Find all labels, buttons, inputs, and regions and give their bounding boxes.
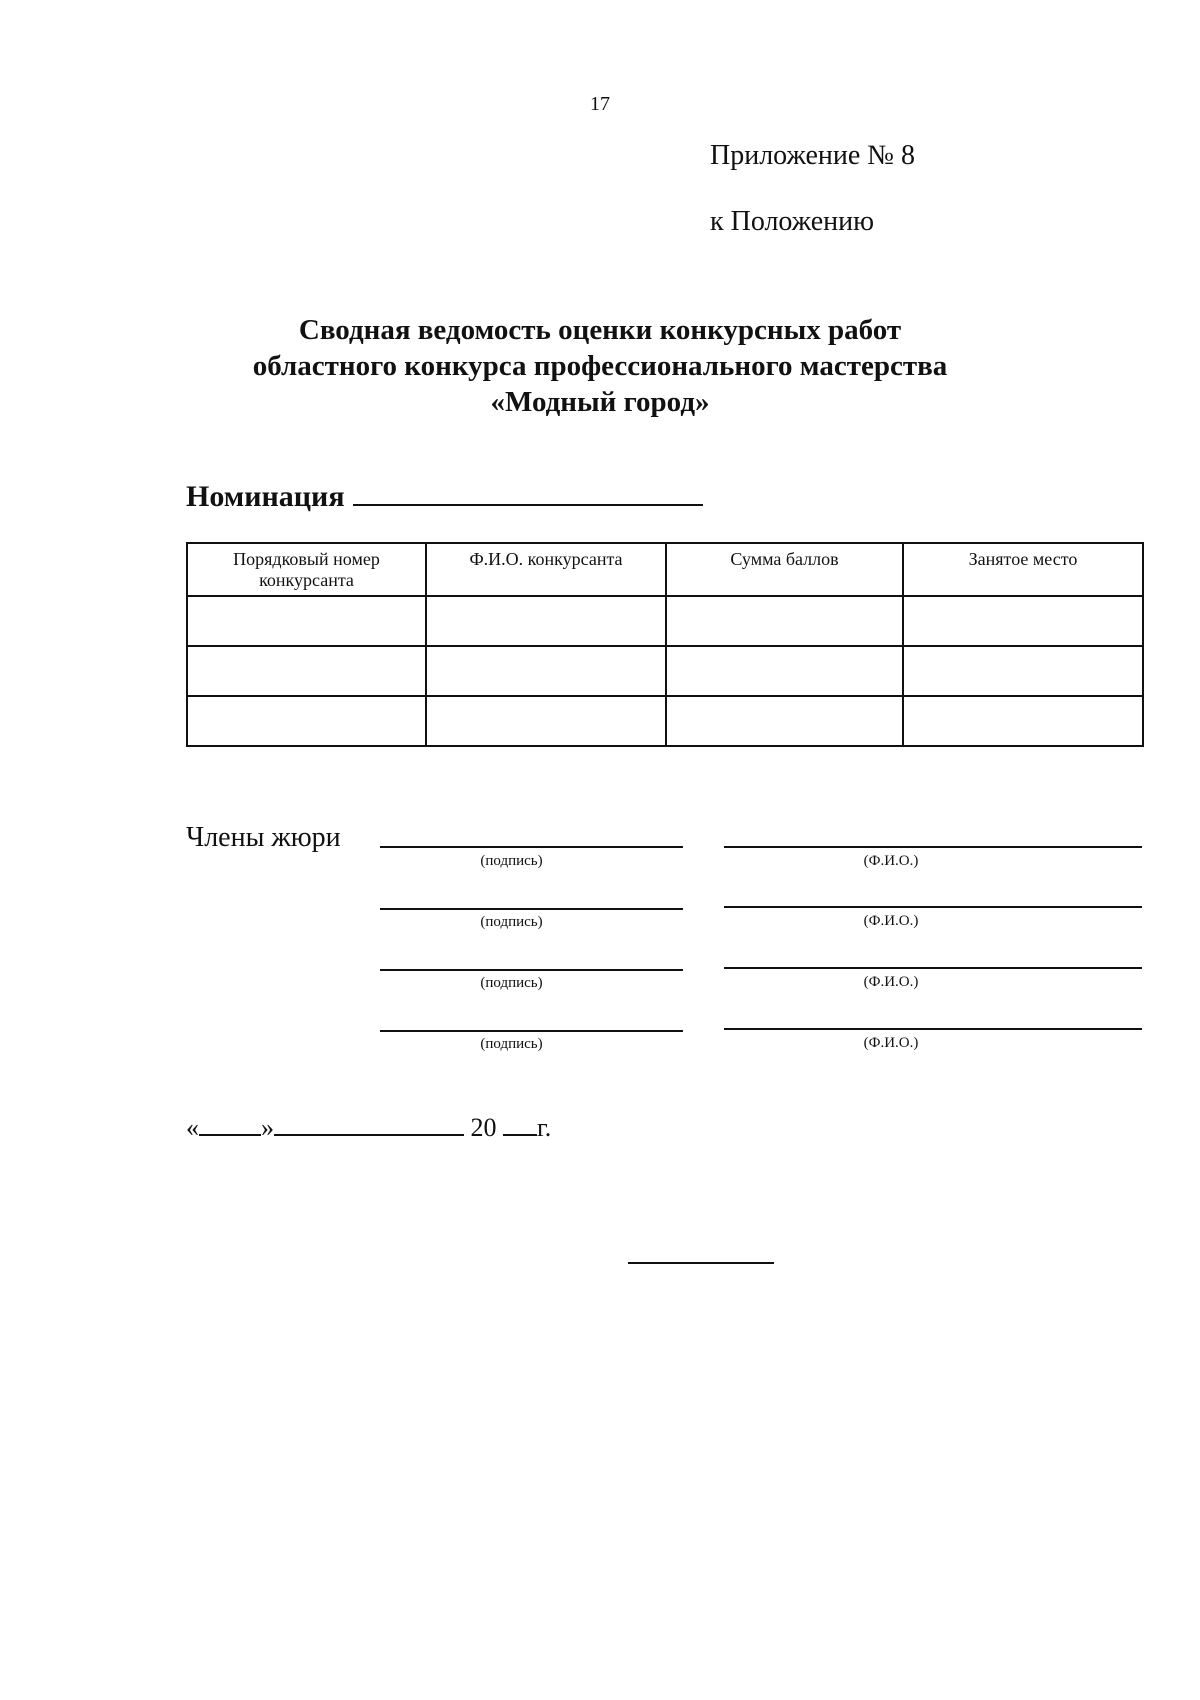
nomination-row: [186, 478, 703, 514]
jury-label: Члены жюри: [186, 822, 341, 853]
table-cell[interactable]: [666, 646, 903, 696]
title-line-1: Сводная ведомость оценки конкурсных работ: [298, 314, 902, 346]
end-divider: [628, 1262, 774, 1264]
title-line-2: областного конкурса профессионального мастерства: [252, 350, 948, 382]
table-cell[interactable]: [903, 646, 1143, 696]
nomination-label: Номинация: [186, 480, 345, 513]
date-month-blank[interactable]: [274, 1114, 464, 1136]
table-cell[interactable]: [903, 696, 1143, 746]
signature-caption: (подпись): [480, 975, 543, 991]
appendix-number: Приложение № 8: [710, 140, 915, 171]
table-row: [187, 696, 1143, 746]
table-cell[interactable]: [426, 696, 666, 746]
signature-line[interactable]: [380, 846, 683, 848]
signature-line[interactable]: [380, 908, 683, 910]
table-cell[interactable]: [426, 596, 666, 646]
header-participant-number: Порядковый номер конкурсанта: [187, 543, 426, 596]
signature-caption: (подпись): [480, 853, 543, 869]
table-header-row: [187, 543, 1143, 596]
nomination-blank-field[interactable]: [353, 478, 703, 506]
table-cell[interactable]: [187, 596, 426, 646]
name-caption: (Ф.И.О.): [863, 853, 919, 869]
date-year-prefix: 20: [470, 1113, 497, 1142]
results-table: [186, 542, 1144, 747]
title-line-3: «Модный город»: [490, 386, 710, 418]
date-open-quote: «: [186, 1113, 199, 1142]
signature-line[interactable]: [380, 1030, 683, 1032]
date-year-suffix: г.: [537, 1113, 552, 1142]
name-caption: (Ф.И.О.): [863, 974, 919, 990]
table-row: [187, 596, 1143, 646]
date-close-quote: »: [261, 1113, 274, 1142]
table-cell[interactable]: [666, 596, 903, 646]
table-cell[interactable]: [187, 696, 426, 746]
table-cell[interactable]: [666, 696, 903, 746]
name-line[interactable]: [724, 967, 1142, 969]
date-day-blank[interactable]: [199, 1114, 261, 1136]
date-line: [186, 1113, 551, 1143]
name-line[interactable]: [724, 1028, 1142, 1030]
table-cell[interactable]: [426, 646, 666, 696]
signature-line[interactable]: [380, 969, 683, 971]
header-participant-name: Ф.И.О. конкурсанта: [426, 543, 666, 596]
signature-caption: (подпись): [480, 914, 543, 930]
name-line[interactable]: [724, 906, 1142, 908]
date-year-blank[interactable]: [503, 1114, 537, 1136]
document-title: [0, 312, 1200, 420]
page-number: 17: [590, 93, 610, 115]
table-row: [187, 646, 1143, 696]
table-cell[interactable]: [903, 596, 1143, 646]
appendix-reference: к Положению: [710, 206, 875, 237]
name-caption: (Ф.И.О.): [863, 1035, 919, 1051]
signature-caption: (подпись): [480, 1036, 543, 1052]
header-score-total: Сумма баллов: [666, 543, 903, 596]
table-cell[interactable]: [187, 646, 426, 696]
name-caption: (Ф.И.О.): [863, 913, 919, 929]
name-line[interactable]: [724, 846, 1142, 848]
header-place: Занятое место: [903, 543, 1143, 596]
